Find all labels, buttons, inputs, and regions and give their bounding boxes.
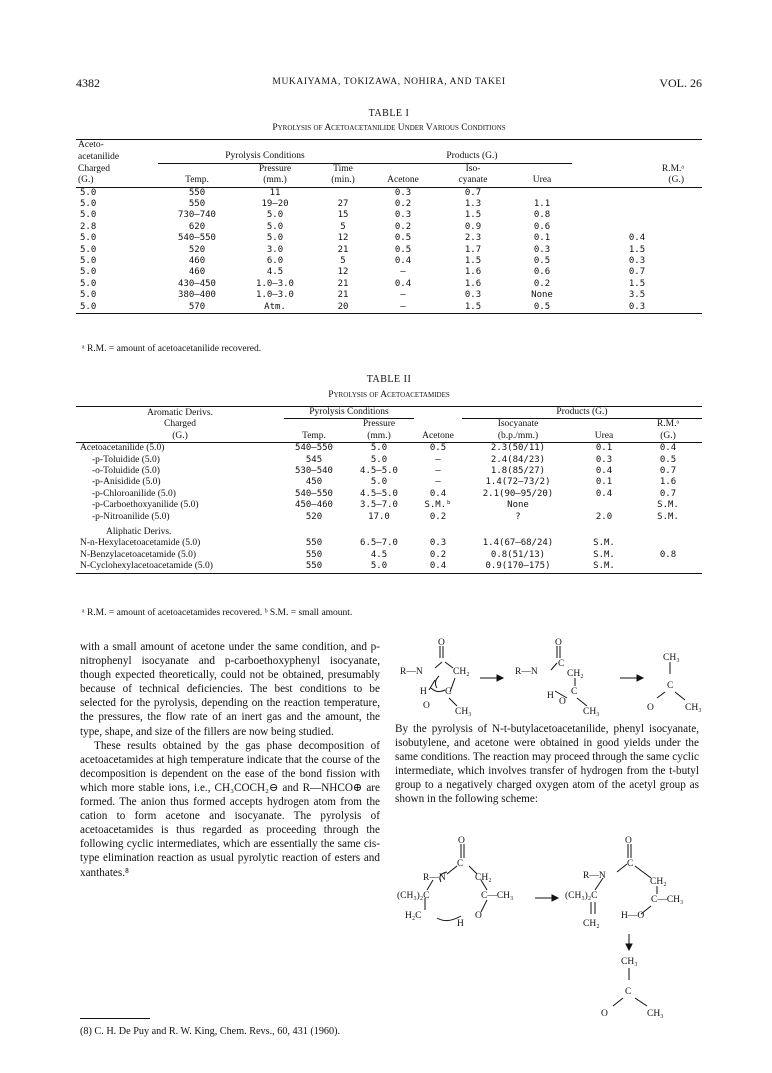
t1-h-cyanate: cyanate <box>458 175 488 186</box>
t1-h-charged: Charged <box>78 163 111 174</box>
table-cell: 0.4 <box>429 488 447 499</box>
table-cell: 0.1 <box>595 443 613 454</box>
t2-h-isocyanate: Isocyanate <box>497 419 539 430</box>
authors: MUKAIYAMA, TOKIZAWA, NOHIRA, AND TAKEI <box>272 77 506 87</box>
table-row <box>76 256 702 267</box>
table-cell: 0.3 <box>464 290 482 301</box>
table-cell: 0.1 <box>533 233 551 244</box>
table-row <box>76 512 702 523</box>
table-row <box>76 489 702 500</box>
table-cell: 0.4 <box>394 278 412 289</box>
table-cell: 0.4 <box>429 561 447 572</box>
table-cell: 0.7 <box>464 187 482 198</box>
table-cell: 21 <box>337 278 349 289</box>
table-cell: 0.4 <box>595 466 613 477</box>
table-cell: 0.3 <box>533 244 551 255</box>
table-cell: -p-Toluidide (5.0) <box>92 454 160 465</box>
s2-ch2-1: CH₂ <box>475 873 492 883</box>
t2-h-bp: (b.p./mm.) <box>497 430 539 441</box>
table-cell: 550 <box>188 187 206 198</box>
s2-c3: C <box>625 987 632 997</box>
t2-h-rm: R.M.ᵃ <box>656 419 680 430</box>
table-cell: 0.2 <box>394 221 412 232</box>
t1-h-time: Time <box>333 163 353 174</box>
table-cell <box>512 187 572 199</box>
s2-ch3-4: CH₃ <box>647 1009 664 1019</box>
table-cell: 12 <box>337 233 349 244</box>
table-cell: 6.5–7.0 <box>360 538 398 549</box>
table-row <box>76 210 702 221</box>
table-cell: 620 <box>188 221 206 232</box>
table-cell: 5.0 <box>370 454 388 465</box>
table-cell: 730–740 <box>178 210 216 221</box>
table-cell: 5.0 <box>80 256 97 267</box>
table-cell: 0.5 <box>533 301 551 312</box>
table2-footnote: ᵃ R.M. = amount of acetoacetamides recovered. ᵇ S.M. = small amount. <box>82 608 353 618</box>
s2-o3: O <box>625 836 632 846</box>
t2-h-urea: Urea <box>594 430 614 441</box>
table-cell: 5.0 <box>80 244 97 255</box>
s1-ch3-2: CH₃ <box>583 707 600 717</box>
t1-group-conditions: Pyrolysis Conditions <box>158 151 372 163</box>
table-cell: 1.6 <box>659 477 677 488</box>
s1-c3: C <box>571 687 578 697</box>
table-row <box>76 199 702 210</box>
table-cell: 1.1 <box>533 199 551 210</box>
table-cell: 0.7 <box>659 466 677 477</box>
t2-h-pressure: Pressure <box>362 419 396 430</box>
s1-o3: O <box>555 638 562 648</box>
table-cell: 1.0–3.0 <box>256 278 294 289</box>
table-cell: 5 <box>340 221 346 232</box>
t1-h-acetone: Acetone <box>387 175 419 186</box>
s1-ch2-2: CH₂ <box>567 669 584 679</box>
table-row <box>76 302 702 314</box>
s1-h2: H <box>547 691 554 701</box>
table-row <box>76 455 702 466</box>
table-cell: 1.5 <box>464 301 482 312</box>
t2-h-rm-g: (G.) <box>660 430 676 441</box>
table-cell: 1.6 <box>464 267 482 278</box>
table-cell: 5.0 <box>80 278 97 289</box>
table-cell: 5.0 <box>370 443 388 454</box>
s2-h1: H <box>457 919 464 929</box>
table-cell: 540–550 <box>295 488 333 499</box>
table-cell <box>572 210 702 221</box>
t1-h-urea: Urea <box>532 175 552 186</box>
table-row <box>76 538 702 549</box>
table-cell: 11 <box>269 187 281 198</box>
table-cell: 0.3 <box>394 187 412 198</box>
table-cell: 540–550 <box>295 443 333 454</box>
s1-c4: C <box>667 681 674 691</box>
table-cell: Atm. <box>264 301 286 312</box>
s1-h1: H <box>420 687 427 697</box>
table-cell <box>574 500 634 511</box>
table-cell: 2.3 <box>464 233 482 244</box>
scheme-2 <box>395 834 707 1064</box>
s1-ch3-4: CH₃ <box>685 703 702 713</box>
table-cell: 6.0 <box>266 256 284 267</box>
table-cell: 0.1 <box>595 477 613 488</box>
s1-o2: O <box>423 701 430 711</box>
table-row <box>76 500 702 511</box>
s2-cme2-2: (CH₃)₂C <box>565 891 598 901</box>
t2-aliphatic-header: Aliphatic Derivs. <box>106 527 172 538</box>
table-cell: — <box>435 454 441 465</box>
table-cell: 1.3 <box>464 199 482 210</box>
table2 <box>76 406 702 574</box>
s1-o4: O <box>559 697 566 707</box>
table-cell <box>634 561 702 573</box>
table-cell: 21 <box>337 290 349 301</box>
table-cell: 0.8(51/13) <box>490 549 546 560</box>
table-cell: 2.8 <box>80 221 97 232</box>
table-row <box>76 561 702 573</box>
s1-rn2: R—N <box>515 667 538 677</box>
table-cell: 2.0 <box>595 511 613 522</box>
t1-h-rm: R.M.ᵃ <box>661 163 684 174</box>
t1-h-mm: (mm.) <box>263 175 287 186</box>
t2-h-aromatic: Aromatic Derivs. <box>147 407 213 418</box>
table-cell: 0.9(170–175) <box>485 561 551 572</box>
table-cell: N-n-Hexylacetoacetamide (5.0) <box>80 538 201 549</box>
table1 <box>76 139 702 314</box>
table-row <box>76 222 702 233</box>
t1-h-acetanilide: acetanilide <box>78 151 120 162</box>
table-cell: 1.7 <box>464 244 482 255</box>
table-cell: 550 <box>305 549 323 560</box>
table1-footnote: ᵃ R.M. = amount of acetoacetanilide recovered. <box>82 344 262 354</box>
table-cell: 17.0 <box>368 511 390 522</box>
table-cell: 1.6 <box>464 278 482 289</box>
table-cell: 0.2 <box>533 278 551 289</box>
table-cell: — <box>400 267 406 278</box>
table-cell: 0.2 <box>429 549 447 560</box>
table-cell: 550 <box>305 561 323 572</box>
table-cell: 5.0 <box>80 267 97 278</box>
table-cell: None <box>507 500 529 511</box>
s2-h2c: H₂C <box>405 911 422 921</box>
table-cell: S.M. <box>657 511 679 522</box>
table-cell: 5.0 <box>370 561 388 572</box>
table-row <box>76 267 702 278</box>
table-cell: -p-Chloroanilide (5.0) <box>92 488 176 499</box>
s2-cch3-1: C—CH₃ <box>481 891 514 901</box>
table-row <box>76 245 702 256</box>
left-paragraph-1: with a small amount of acetone under the same condition, and p-nitrophenyl isocyanate and p-carboethoxyphenyl isocyanate, though expected theoretically, could not be obtained, presumably because of technical deficiencies. The best conditions to be selected for the pyrolysis, depending on the reaction temperature, the pressures, the flow rate of an inert gas and the amount, the type, shape, and size of the fillers are now being studied. <box>80 641 380 738</box>
s1-c2: C <box>558 659 565 669</box>
t1-h-pressure: Pressure <box>258 163 292 174</box>
table-cell: 520 <box>305 511 323 522</box>
s2-cch3-2: C—CH₃ <box>651 895 684 905</box>
table-cell: 0.4 <box>628 233 646 244</box>
table1-title: Pyrolysis of Acetoacetanilide Under Various Conditions <box>272 123 506 133</box>
s2-cme2-1: (CH₃)₂C <box>397 891 430 901</box>
table-row <box>76 279 702 290</box>
s1-rn1: R—N <box>400 667 423 677</box>
table-cell: 0.5 <box>533 256 551 267</box>
t2-h-temp: Temp. <box>302 430 326 441</box>
s2-rn1: R—N <box>423 873 446 883</box>
table-cell: 0.7 <box>659 488 677 499</box>
table-cell: 0.3 <box>628 256 646 267</box>
s2-ch2-3: CH₂ <box>583 919 600 929</box>
scheme-1 <box>395 636 707 722</box>
page-number: 4382 <box>76 76 100 90</box>
s2-o4: O <box>601 1009 608 1019</box>
table-cell: 0.7 <box>628 267 646 278</box>
table-cell: 0.3 <box>628 301 646 312</box>
table-cell <box>572 199 702 210</box>
table-cell: 550 <box>188 199 206 210</box>
t1-h-iso: Iso- <box>465 163 481 174</box>
table-cell: 2.4(84/23) <box>490 454 546 465</box>
table-cell: 4.5–5.0 <box>360 488 398 499</box>
table-cell: 5.0 <box>80 233 97 244</box>
table-cell: 5.0 <box>266 233 284 244</box>
table-cell: N-Benzylacetoacetamide (5.0) <box>80 549 197 560</box>
table-cell: -o-Toluidide (5.0) <box>92 466 160 477</box>
t2-h-g: (G.) <box>172 430 188 441</box>
table-cell: 4.5–5.0 <box>360 466 398 477</box>
t2-h-mm: (mm.) <box>367 430 391 441</box>
table-row <box>76 477 702 488</box>
table-row <box>76 290 702 301</box>
table-cell: 0.2 <box>429 511 447 522</box>
table-cell: 5.0 <box>266 221 284 232</box>
table-cell: 0.4 <box>394 256 412 267</box>
running-header <box>76 76 702 94</box>
table-cell: 12 <box>337 267 349 278</box>
table-cell: 4.5 <box>266 267 284 278</box>
table-cell: — <box>435 477 441 488</box>
table-cell: S.M. <box>593 538 615 549</box>
table-row <box>76 466 702 477</box>
table-cell: 5.0 <box>80 187 97 198</box>
table-cell: 0.5 <box>394 244 412 255</box>
s2-c2: C <box>627 859 634 869</box>
table-cell <box>572 187 702 199</box>
table-cell: 1.4(72–73/2) <box>485 477 551 488</box>
table-cell: 0.3 <box>429 538 447 549</box>
table-row <box>76 550 702 561</box>
table-cell: 460 <box>188 267 206 278</box>
table-cell: 1.5 <box>464 210 482 221</box>
table1-label: TABLE I <box>368 108 410 119</box>
t1-h-g: (G.) <box>78 175 94 186</box>
left-paragraph-2: These results obtained by the gas phase decomposition of acetoacetamides at high temperature indicate that the course of the decomposition is dependent on the ease of the bond fission with which more stable ions, i.e., CH₃COCH₂⊖ and R—NHCO⊕ are formed. The anion thus formed accepts hydrogen atom from the cation to form acetone and isocyanate. The pyrolysis of acetoacetamides is thus regarded as proceeding through the following cyclic intermediates, which are essentially the same cis-type elimination reaction as usual pyrolytic reaction of esters and xanthates.⁸ <box>80 739 380 879</box>
table-cell: S.M. <box>593 549 615 560</box>
s1-c1: C <box>445 687 452 697</box>
table-cell: 0.3 <box>595 454 613 465</box>
table-cell: 0.8 <box>533 210 551 221</box>
table-cell: -p-Nitroanilide (5.0) <box>92 511 170 522</box>
t2-group-products: Products (G.) <box>462 407 702 419</box>
table-cell: 20 <box>337 301 349 312</box>
table-cell: 460 <box>188 256 206 267</box>
table-cell: 450–460 <box>295 500 333 511</box>
table-cell: — <box>400 290 406 301</box>
table-cell: 0.4 <box>595 488 613 499</box>
table-cell: S.M.ᵇ <box>424 500 452 511</box>
s2-c1: C <box>457 859 464 869</box>
table-cell: 1.8(85/27) <box>490 466 546 477</box>
table-cell: 21 <box>337 244 349 255</box>
table-cell: ? <box>515 511 521 522</box>
table-cell: 0.3 <box>394 210 412 221</box>
table-cell: 5.0 <box>266 210 284 221</box>
volume: VOL. 26 <box>659 76 702 90</box>
reference-8: (8) C. H. De Puy and R. W. King, Chem. Revs., 60, 431 (1960). <box>80 1026 341 1037</box>
table-cell: 2.1(90–95/20) <box>482 488 554 499</box>
table-cell: None <box>531 290 553 301</box>
t2-h-charged: Charged <box>163 419 196 430</box>
t1-h-min: (min.) <box>331 175 355 186</box>
table-cell: 0.4 <box>659 443 677 454</box>
table-cell: 0.5 <box>429 443 447 454</box>
table-cell <box>314 187 372 199</box>
s1-ch3-1: CH₃ <box>455 707 472 717</box>
table-cell: — <box>435 466 441 477</box>
table-cell: 545 <box>305 454 323 465</box>
table-cell: 19–20 <box>261 199 289 210</box>
table-cell: 380–400 <box>178 290 216 301</box>
table-cell: 550 <box>305 538 323 549</box>
s2-ch2-2: CH₂ <box>650 877 667 887</box>
table-cell: 1.5 <box>464 256 482 267</box>
t2-h-acetone: Acetone <box>422 430 454 441</box>
table-cell: S.M. <box>657 500 679 511</box>
table-cell <box>572 222 702 233</box>
table-cell: 5.0 <box>80 199 97 210</box>
table-cell: 0.8 <box>659 549 677 560</box>
right-column: By the pyrolysis of N-t-butylacetoacetanilide, phenyl isocyanate, isobutylene, and acetone were obtained in good yields under the same conditions. The reaction may proceed through the same cyclic intermediate, which involves transfer of hydrogen from the t-butyl group to a negatively charged oxygen atom of the acetyl group as shown in the following scheme: <box>395 723 699 806</box>
s2-ho: H—O <box>621 911 645 921</box>
table-cell: 5.0 <box>370 477 388 488</box>
table-cell: 1.5 <box>628 278 646 289</box>
table-cell: 0.6 <box>533 267 551 278</box>
table-cell: 2.3(50/11) <box>490 443 546 454</box>
table-cell: -p-Anisidide (5.0) <box>92 477 161 488</box>
table-cell: 1.4(67–68/24) <box>482 538 554 549</box>
s2-o1: O <box>458 836 465 846</box>
table-cell: 450 <box>305 477 323 488</box>
t2-group-conditions: Pyrolysis Conditions <box>284 407 414 419</box>
table-cell: 530–540 <box>295 466 333 477</box>
table2-label: TABLE II <box>366 374 412 385</box>
table-cell: 0.9 <box>464 221 482 232</box>
table-cell: 0.5 <box>659 454 677 465</box>
table-cell: 570 <box>188 301 206 312</box>
table-cell: 5 <box>340 256 346 267</box>
table-cell: 5.0 <box>80 210 97 221</box>
table-cell: — <box>400 301 406 312</box>
s2-ch3-3: CH₃ <box>621 957 638 967</box>
table-cell: 5.0 <box>80 301 97 312</box>
table-cell: 430–450 <box>178 278 216 289</box>
table-cell: 0.6 <box>533 221 551 232</box>
t1-group-products: Products (G.) <box>372 151 572 163</box>
table-cell: N-Cyclohexylacetoacetamide (5.0) <box>80 561 213 572</box>
left-column <box>80 640 380 880</box>
s1-ch2-1: CH₂ <box>453 667 470 677</box>
table-row <box>76 187 702 199</box>
table-cell: 0.2 <box>394 199 412 210</box>
table-cell: -p-Carboethoxyanilide (5.0) <box>92 500 199 511</box>
table-cell: 15 <box>337 210 349 221</box>
table-cell: 0.5 <box>394 233 412 244</box>
s2-rn2: R—N <box>583 871 606 881</box>
table-cell: S.M. <box>593 561 615 572</box>
table2-title: Pyrolysis of Acetoacetamides <box>328 390 450 400</box>
table-row <box>76 443 702 455</box>
t1-h-aceto: Aceto- <box>78 140 104 150</box>
table-cell: 4.5 <box>370 549 388 560</box>
t1-h-temp: Temp. <box>185 175 209 186</box>
s2-o2: O <box>475 911 482 921</box>
table-cell: 3.0 <box>266 244 284 255</box>
table-cell: 3.5 <box>628 290 646 301</box>
table-cell: Acetoacetanilide (5.0) <box>80 443 165 454</box>
s1-o1: O <box>438 638 445 648</box>
table-cell: 27 <box>337 199 349 210</box>
table-cell: 3.5–7.0 <box>360 500 398 511</box>
table-cell: 5.0 <box>80 290 97 301</box>
s1-ch3-3: CH₃ <box>663 653 680 663</box>
table-row <box>76 233 702 244</box>
table-cell: 1.0–3.0 <box>256 290 294 301</box>
reference-rule <box>80 1018 150 1019</box>
table-cell: 520 <box>188 244 206 255</box>
table-cell <box>634 538 702 549</box>
table-cell: 540–550 <box>178 233 216 244</box>
table-cell: 1.5 <box>628 244 646 255</box>
t1-h-rm-g: (G.) <box>668 175 684 186</box>
s1-o5: O <box>647 703 654 713</box>
